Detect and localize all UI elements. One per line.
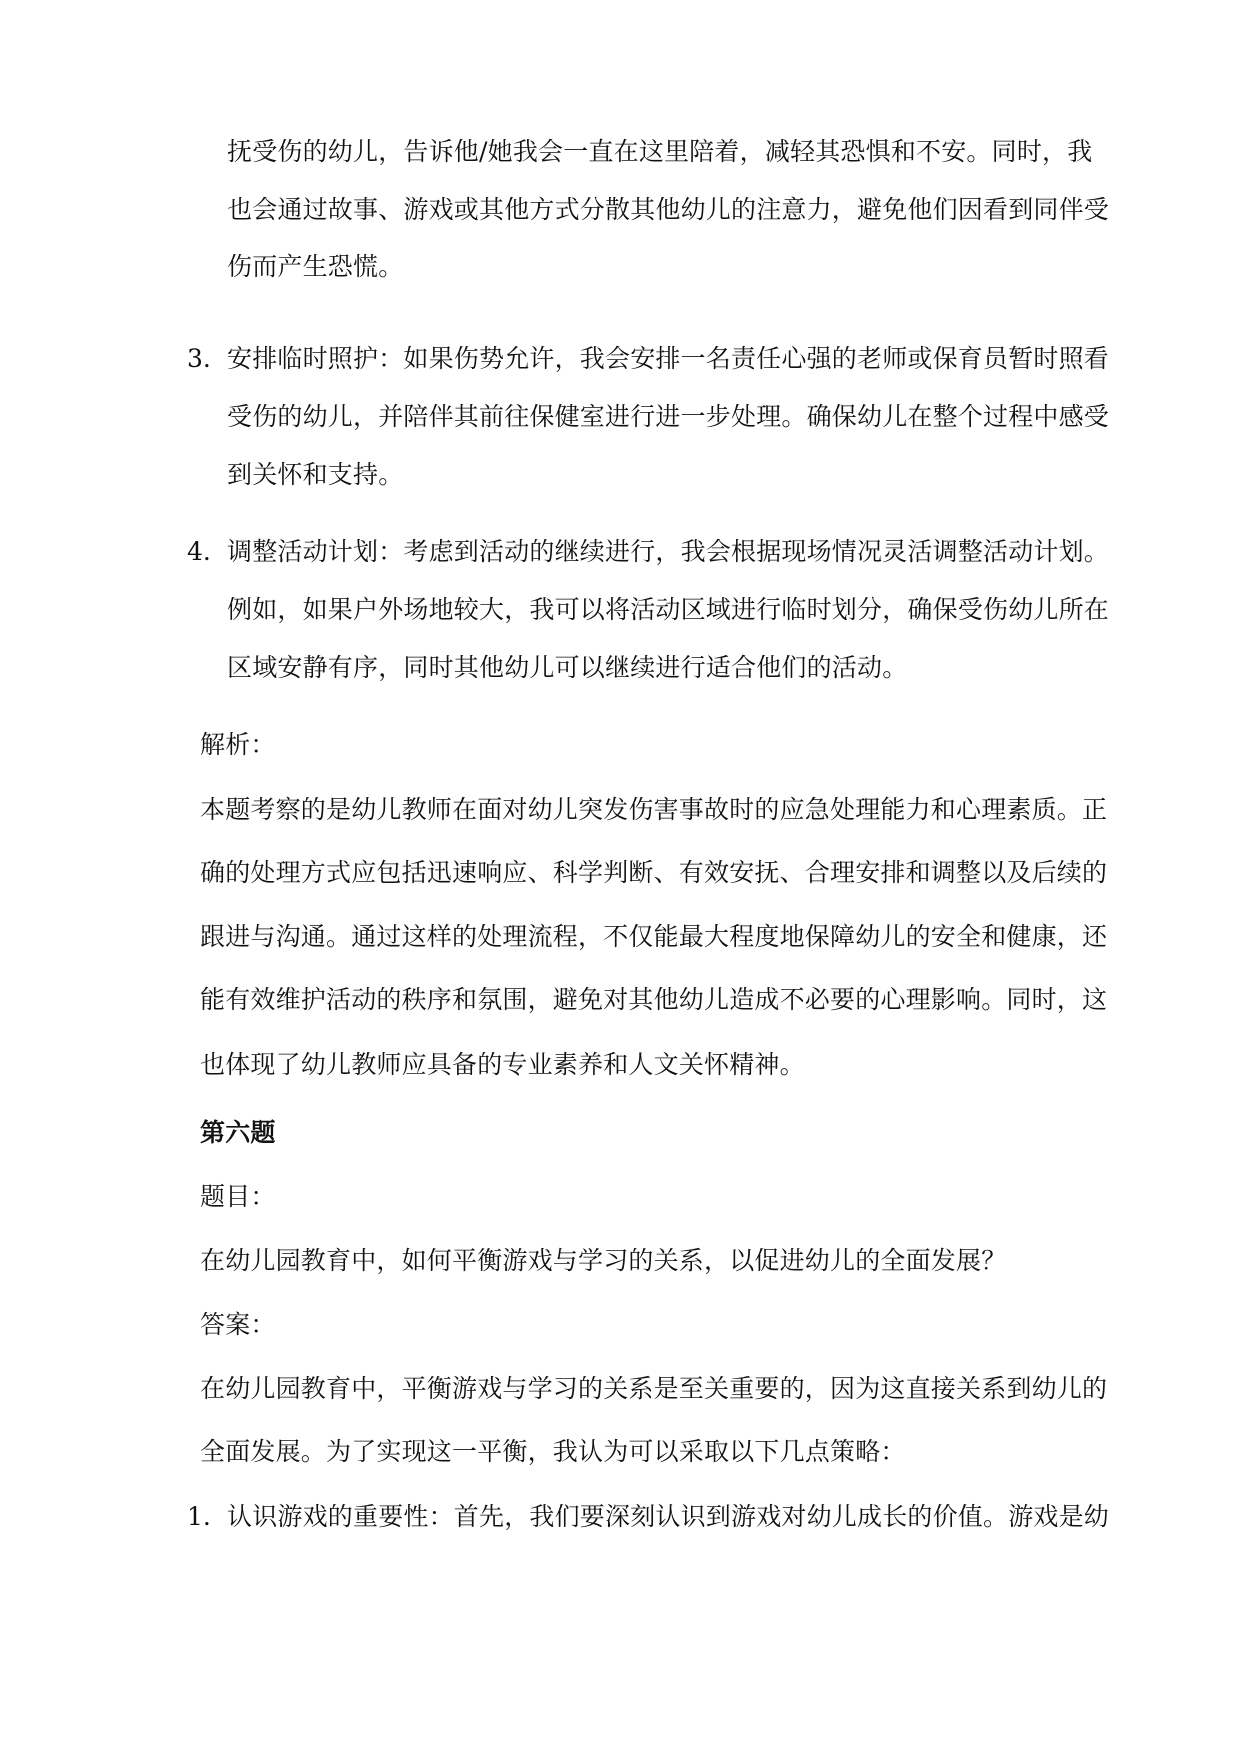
paragraph-line: 伤而产生恐慌。	[227, 252, 404, 281]
analysis-line: 能有效维护活动的秩序和氛围，避免对其他幼儿造成不必要的心理影响。同时，这	[200, 985, 1108, 1014]
paragraph-line: 也会通过故事、游戏或其他方式分散其他幼儿的注意力，避免他们因看到同伴受	[227, 195, 1110, 224]
answer-line: 在幼儿园教育中，平衡游戏与学习的关系是至关重要的，因为这直接关系到幼儿的	[200, 1374, 1108, 1403]
analysis-label: 解析：	[200, 730, 276, 759]
answer-line: 全面发展。为了实现这一平衡，我认为可以采取以下几点策略：	[200, 1437, 906, 1466]
analysis-line: 跟进与沟通。通过这样的处理流程，不仅能最大程度地保障幼儿的安全和健康，还	[200, 922, 1108, 951]
question-label: 题目：	[200, 1182, 276, 1211]
list-number: 4.	[187, 537, 211, 566]
list-number: 1.	[187, 1502, 211, 1531]
paragraph-line: 抚受伤的幼儿，告诉他/她我会一直在这里陪着，减轻其恐惧和不安。同时，我	[227, 137, 1093, 166]
list-item-line: 安排临时照护：如果伤势允许，我会安排一名责任心强的老师或保育员暂时照看	[227, 344, 1110, 373]
list-number: 3.	[187, 344, 211, 373]
question-text: 在幼儿园教育中，如何平衡游戏与学习的关系，以促进幼儿的全面发展？	[200, 1246, 1007, 1275]
list-item-line: 受伤的幼儿，并陪伴其前往保健室进行进一步处理。确保幼儿在整个过程中感受	[227, 402, 1110, 431]
analysis-line: 也体现了幼儿教师应具备的专业素养和人文关怀精神。	[200, 1050, 805, 1079]
list-item-line: 调整活动计划：考虑到活动的继续进行，我会根据现场情况灵活调整活动计划。	[227, 537, 1110, 566]
answer-label: 答案：	[200, 1310, 276, 1339]
list-item-line: 认识游戏的重要性：首先，我们要深刻认识到游戏对幼儿成长的价值。游戏是幼	[227, 1502, 1110, 1531]
list-item-line: 区域安静有序，同时其他幼儿可以继续进行适合他们的活动。	[227, 653, 908, 682]
list-item-line: 例如，如果户外场地较大，我可以将活动区域进行临时划分，确保受伤幼儿所在	[227, 595, 1110, 624]
section-title: 第六题	[200, 1118, 276, 1147]
analysis-line: 本题考察的是幼儿教师在面对幼儿突发伤害事故时的应急处理能力和心理素质。正	[200, 795, 1108, 824]
list-item-line: 到关怀和支持。	[227, 460, 404, 489]
analysis-line: 确的处理方式应包括迅速响应、科学判断、有效安抚、合理安排和调整以及后续的	[200, 858, 1108, 887]
